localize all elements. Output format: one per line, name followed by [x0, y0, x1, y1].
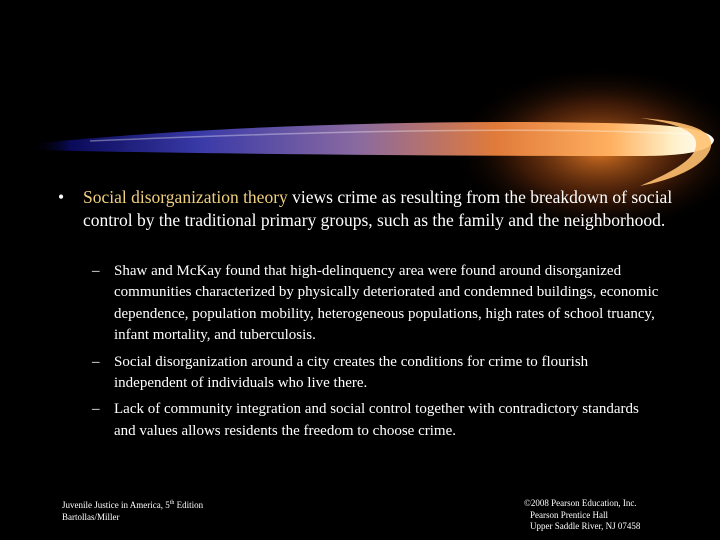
dash-symbol: –	[92, 263, 100, 279]
sub-bullet-text: Lack of community integration and social control together with contradictory standards and values allows residents the freedom to choose crime.	[114, 401, 639, 439]
dash-symbol: –	[92, 401, 100, 418]
main-bullet-text	[58, 186, 688, 232]
theory-term: Social disorganization theory	[83, 187, 288, 207]
sub-bullet-text: Social disorganization around a city creates the conditions for crime to flourish independent of individuals who live there.	[114, 353, 589, 392]
bullet-symbol: •	[58, 187, 65, 207]
dash-symbol: –	[92, 353, 100, 370]
footer-book-title: Juvenile Justice in America, 5th Edition	[62, 500, 204, 510]
sub-bullet	[92, 261, 662, 347]
footer-authors: Bartollas/Miller	[62, 511, 120, 522]
copyright-line: ©2008 Pearson Education, Inc.	[524, 498, 637, 508]
footer-copyright	[524, 498, 640, 533]
publisher-line: Pearson Prentice Hall	[530, 509, 608, 520]
footer-book-info	[62, 498, 203, 523]
sub-bullet	[92, 352, 662, 395]
sub-bullet-list	[92, 261, 662, 447]
main-bullet-rest: views crime as resulting from the breakdown of social control by the traditional primary groups, such as the family and the neighborhood.	[83, 187, 673, 230]
sub-bullet-text: Shaw and McKay found that high-delinquency area were found around disorganized communities characterized by physically deteriorated and condemned buildings, economic dependence, population mobility, heterogeneous populations, high rates of school truancy, infant mortality, and tuberculosis.	[114, 263, 659, 344]
location-line: Upper Saddle River, NJ 07458	[530, 521, 641, 531]
sub-bullet	[92, 399, 662, 442]
main-bullet	[58, 186, 688, 232]
